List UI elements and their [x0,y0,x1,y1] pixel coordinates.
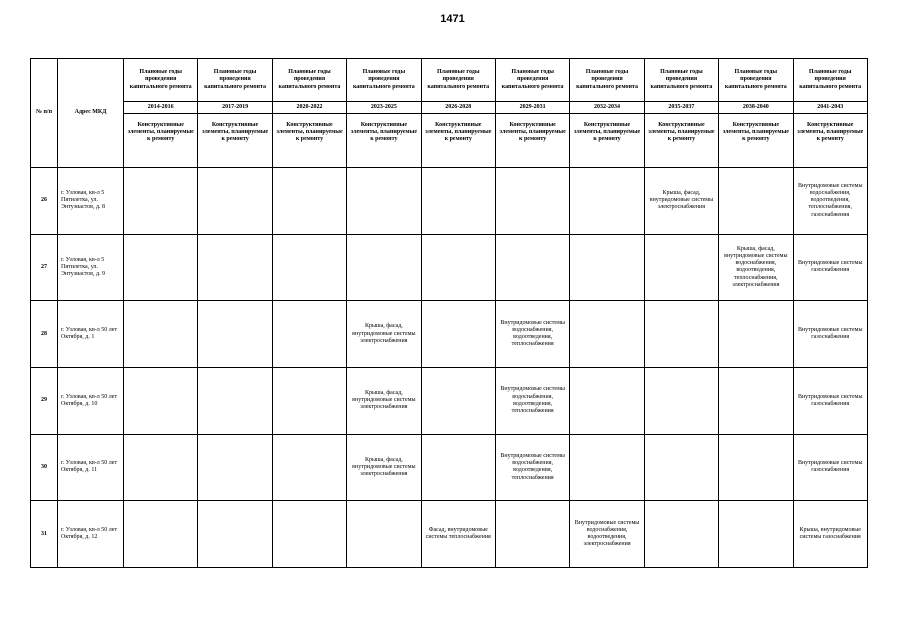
repair-elements-cell: Крыша, фасад, внутридомовые системы электроснабжения [644,168,718,235]
row-number: 28 [31,301,58,368]
repair-elements-cell [570,301,644,368]
repair-elements-cell [124,434,198,501]
repair-elements-cell [495,501,569,568]
repair-elements-cell: Крыша, фасад, внутридомовые системы водоснабжения, водоотведения, теплоснабжения, электроснабжения [719,234,793,301]
repair-elements-cell [124,234,198,301]
table-body [31,168,868,568]
repair-elements-cell [421,434,495,501]
period-header: Плановые годы проведения капитального ремонта [570,59,644,102]
elements-label: Конструктивные элементы, планируемые к ремонту [272,114,346,168]
repair-elements-cell [719,301,793,368]
row-address: г. Узловая, кв-л 50 лет Октября, д. 12 [58,501,124,568]
table-row [31,434,868,501]
repair-elements-cell [198,234,272,301]
year-range: 2023-2025 [347,102,421,114]
repair-elements-cell [198,301,272,368]
year-range: 2032-2034 [570,102,644,114]
elements-label: Конструктивные элементы, планируемые к ремонту [124,114,198,168]
repair-elements-cell: Внутридомовые системы газоснабжения [793,367,867,434]
row-address: г. Узловая, кв-л 5 Пятилетка, ул. Энтузиастов, д. 8 [58,168,124,235]
repair-elements-cell [421,168,495,235]
repair-elements-cell [719,367,793,434]
elements-label: Конструктивные элементы, планируемые к ремонту [570,114,644,168]
row-address: г. Узловая, кв-л 50 лет Октября, д. 10 [58,367,124,434]
repair-elements-cell: Крыша, внутридомовые системы газоснабжения [793,501,867,568]
repair-elements-cell: Крыша, фасад, внутридомовые системы электроснабжения [347,367,421,434]
period-header: Плановые годы проведения капитального ремонта [644,59,718,102]
elements-label: Конструктивные элементы, планируемые к ремонту [495,114,569,168]
repair-elements-cell [719,501,793,568]
repair-elements-cell: Фасад, внутридомовые системы теплоснабжения [421,501,495,568]
row-number: 30 [31,434,58,501]
table-row [31,301,868,368]
repair-elements-cell: Крыша, фасад, внутридомовые системы электроснабжения [347,434,421,501]
address-column-header: Адрес МКД [58,59,124,168]
repair-elements-cell [124,168,198,235]
repair-elements-cell: Внутридомовые системы водоснабжения, водоотведения, электроснабжения [570,501,644,568]
repair-elements-cell [644,367,718,434]
period-header: Плановые годы проведения капитального ремонта [495,59,569,102]
repair-elements-cell [347,168,421,235]
elements-row [31,114,868,168]
period-header: Плановые годы проведения капитального ремонта [347,59,421,102]
year-range: 2029-2031 [495,102,569,114]
repair-elements-cell [644,501,718,568]
period-header: Плановые годы проведения капитального ремонта [793,59,867,102]
repair-elements-cell [198,168,272,235]
elements-label: Конструктивные элементы, планируемые к ремонту [793,114,867,168]
elements-label: Конструктивные элементы, планируемые к ремонту [198,114,272,168]
repair-elements-cell: Внутридомовые системы водоснабжения, водоотведения, теплоснабжения [495,301,569,368]
repair-elements-cell: Внутридомовые системы водоснабжения, водоотведения, теплоснабжения [495,367,569,434]
table-row [31,168,868,235]
repair-elements-cell [347,234,421,301]
table-row [31,234,868,301]
repair-elements-cell [570,234,644,301]
year-range: 2014-2016 [124,102,198,114]
repair-elements-cell [644,234,718,301]
repair-elements-cell [421,234,495,301]
year-range: 2020-2022 [272,102,346,114]
repair-elements-cell [347,501,421,568]
year-range: 2035-2037 [644,102,718,114]
row-number: 31 [31,501,58,568]
repair-elements-cell: Внутридомовые системы газоснабжения [793,301,867,368]
repair-elements-cell: Внутридомовые системы водоснабжения, водоотведения, теплоснабжения, газоснабжения [793,168,867,235]
page-number: 1471 [440,13,465,25]
period-header: Плановые годы проведения капитального ремонта [272,59,346,102]
elements-label: Конструктивные элементы, планируемые к ремонту [421,114,495,168]
row-number: 26 [31,168,58,235]
num-column-header: № п/п [31,59,58,168]
elements-label: Конструктивные элементы, планируемые к ремонту [719,114,793,168]
repair-elements-cell [644,434,718,501]
repair-elements-cell [198,501,272,568]
repair-elements-cell [719,434,793,501]
period-header: Плановые годы проведения капитального ремонта [421,59,495,102]
repair-elements-cell [272,234,346,301]
repair-elements-cell: Внутридомовые системы газоснабжения [793,234,867,301]
repair-elements-cell [272,434,346,501]
row-address: г. Узловая, кв-л 5 Пятилетка, ул. Энтузиастов, д. 9 [58,234,124,301]
repair-elements-cell [570,434,644,501]
elements-label: Конструктивные элементы, планируемые к ремонту [347,114,421,168]
repair-elements-cell [124,367,198,434]
repair-elements-cell [272,301,346,368]
period-header: Плановые годы проведения капитального ремонта [719,59,793,102]
repair-elements-cell [198,434,272,501]
repair-elements-cell: Внутридомовые системы газоснабжения [793,434,867,501]
year-range: 2017-2019 [198,102,272,114]
repair-elements-cell [570,168,644,235]
repair-elements-cell [570,367,644,434]
repair-elements-cell [644,301,718,368]
year-range: 2026-2028 [421,102,495,114]
elements-label: Конструктивные элементы, планируемые к ремонту [644,114,718,168]
repair-elements-cell: Крыша, фасад, внутридомовые системы электроснабжения [347,301,421,368]
table-row [31,367,868,434]
period-header: Плановые годы проведения капитального ремонта [198,59,272,102]
repair-elements-cell [272,168,346,235]
year-range: 2041-2043 [793,102,867,114]
repair-elements-cell [421,367,495,434]
year-range: 2038-2040 [719,102,793,114]
row-address: г. Узловая, кв-л 50 лет Октября, д. 11 [58,434,124,501]
row-number: 29 [31,367,58,434]
period-header-row [31,59,868,102]
repair-elements-cell [198,367,272,434]
years-row [31,102,868,114]
table-row [31,501,868,568]
repair-elements-cell: Внутридомовые системы водоснабжения, водоотведения, теплоснабжения [495,434,569,501]
repair-elements-cell [124,501,198,568]
period-header: Плановые годы проведения капитального ремонта [124,59,198,102]
repair-elements-cell [272,367,346,434]
repair-elements-cell [124,301,198,368]
repair-elements-cell [272,501,346,568]
repair-elements-cell [495,168,569,235]
repair-elements-cell [719,168,793,235]
capital-repair-table [30,58,868,568]
row-address: г. Узловая, кв-л 50 лет Октября, д. 1 [58,301,124,368]
row-number: 27 [31,234,58,301]
repair-elements-cell [421,301,495,368]
repair-elements-cell [495,234,569,301]
